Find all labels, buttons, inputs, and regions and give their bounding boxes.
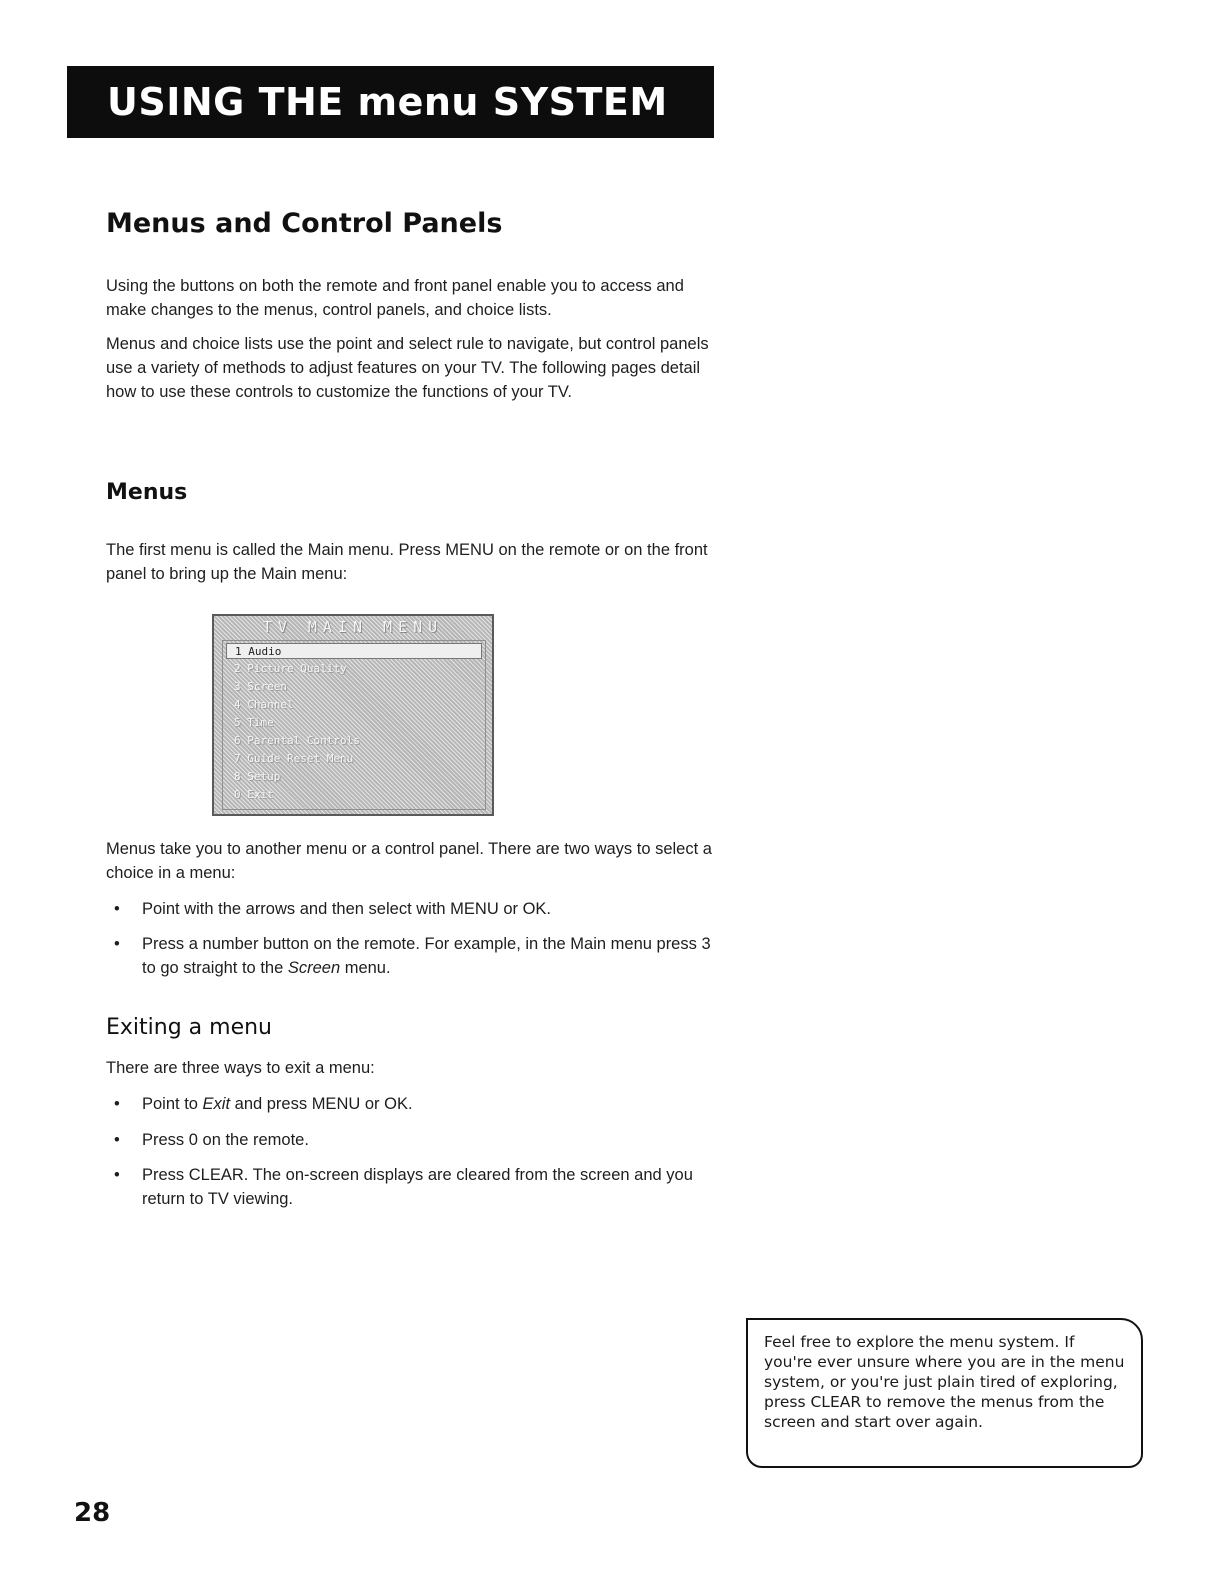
tv-menu-item: 0 Exit [234, 788, 274, 801]
tv-menu-item: 3 Screen [234, 680, 287, 693]
tv-menu-item: 7 Guide Reset Menu [234, 752, 354, 765]
menu-item-exit: Exit [202, 1095, 231, 1113]
tv-menu-panel [222, 640, 486, 810]
chapter-banner [67, 66, 714, 138]
tip-box [746, 1318, 1143, 1468]
bullet-dot: • [114, 1166, 120, 1184]
chapter-title: USING THE menu SYSTEM [107, 80, 668, 124]
bullet-dot: • [114, 935, 120, 953]
bullet-item: • Press 0 on the remote. [106, 1128, 726, 1152]
bullet-item: • Point to Exit and press MENU or OK. [106, 1092, 726, 1116]
section-heading-menus: Menus [106, 480, 188, 505]
paragraph-navigation: Menus and choice lists use the point and select rule to navigate, but control panels use a variety of methods to adjust features on your TV. The following pages detail how to use these controls to customize the functions of your TV. [106, 335, 709, 401]
tv-menu-item: 6 Parental Controls [234, 734, 360, 747]
paragraph-menu-selection: Menus take you to another menu or a control panel. There are two ways to select a choice in a menu: [106, 840, 712, 882]
bullet-dot: • [114, 1131, 120, 1149]
tip-text: Feel free to explore the menu system. If you're ever unsure where you are in the menu system, or you're just plain tired of exploring, press CLEAR to remove the menus from the screen and start over again. [764, 1333, 1125, 1431]
tv-main-menu-screenshot [212, 614, 494, 816]
section-heading-menus-control-panels: Menus and Control Panels [106, 208, 503, 239]
tv-menu-item: 5 Time [234, 716, 274, 729]
bullet-item: • Press CLEAR. The on-screen displays are cleared from the screen and you return to TV viewing. [106, 1163, 726, 1211]
tv-menu-title: TV MAIN MENU [262, 618, 444, 636]
paragraph-exit-intro: There are three ways to exit a menu: [106, 1059, 375, 1077]
paragraph-main-menu-intro: The first menu is called the Main menu. Press MENU on the remote or on the front panel to bring up the Main menu: [106, 541, 708, 583]
bullet-item: • Press a number button on the remote. For example, in the Main menu press 3 to go straight to the Screen menu. [106, 932, 726, 980]
paragraph-intro: Using the buttons on both the remote and front panel enable you to access and make changes to the menus, control panels, and choice lists. [106, 277, 684, 319]
bullet-item: • Point with the arrows and then select with MENU or OK. [106, 897, 726, 921]
section-heading-exiting-menu: Exiting a menu [106, 1015, 272, 1040]
bullet-dot: • [114, 1095, 120, 1113]
page-number: 28 [74, 1498, 111, 1528]
tv-menu-item: 4 Channel [234, 698, 294, 711]
bullet-dot: • [114, 900, 120, 918]
menu-name-screen: Screen [287, 959, 341, 977]
tv-menu-item: 2 Picture Quality [234, 662, 347, 675]
tv-menu-item: 1 Audio [226, 643, 482, 659]
tv-menu-item: 8 Setup [234, 770, 281, 783]
